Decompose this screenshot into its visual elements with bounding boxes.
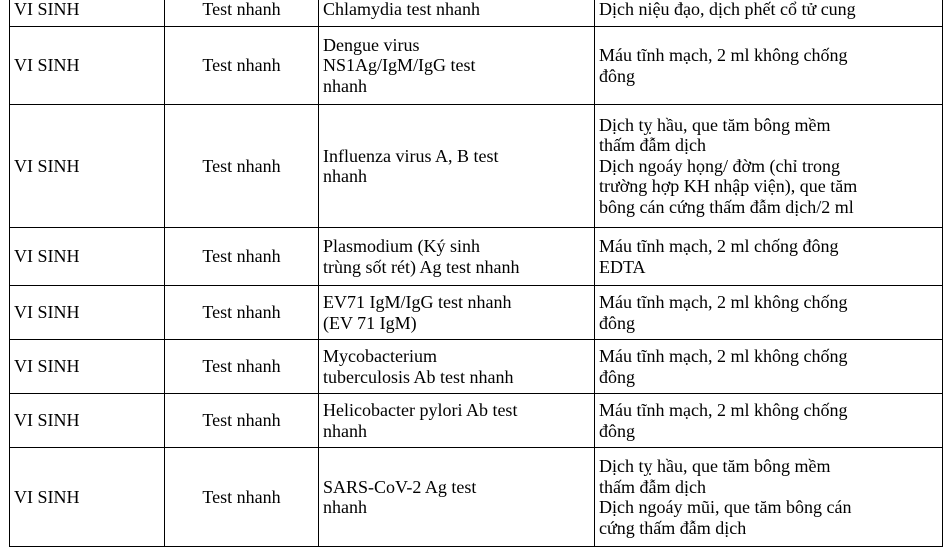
table-row	[10, 105, 943, 228]
test-name-cell: Plasmodium (Ký sinh trùng sốt rét) Ag test nhanh	[319, 228, 595, 286]
method-cell: Test nhanh	[165, 228, 319, 286]
sample-cell: Máu tĩnh mạch, 2 ml không chống đông	[595, 394, 943, 448]
sample-cell: Dịch tỵ hầu, que tăm bông mềm thấm đẫm dịch Dịch ngoáy họng/ đờm (chỉ trong trường hợp KH nhập viện), que tăm bông cán cứng thấm đẫm dịch/2 ml	[595, 105, 943, 228]
category-cell: VI SINH	[10, 27, 165, 105]
category-cell: VI SINH	[10, 105, 165, 228]
table-row	[10, 0, 943, 27]
method-cell: Test nhanh	[165, 27, 319, 105]
category-cell: VI SINH	[10, 286, 165, 340]
sample-cell: Dịch niệu đạo, dịch phết cổ tử cung	[595, 0, 943, 27]
table-row	[10, 27, 943, 105]
test-name-cell: Chlamydia test nhanh	[319, 0, 595, 27]
sample-cell: Máu tĩnh mạch, 2 ml không chống đông	[595, 27, 943, 105]
method-cell: Test nhanh	[165, 448, 319, 547]
method-cell: Test nhanh	[165, 286, 319, 340]
method-cell: Test nhanh	[165, 394, 319, 448]
category-cell: VI SINH	[10, 228, 165, 286]
table-row	[10, 448, 943, 547]
test-name-cell: Helicobacter pylori Ab test nhanh	[319, 394, 595, 448]
test-table	[9, 0, 943, 547]
table-row	[10, 228, 943, 286]
method-cell: Test nhanh	[165, 0, 319, 27]
category-cell: VI SINH	[10, 0, 165, 27]
sample-cell: Máu tĩnh mạch, 2 ml chống đông EDTA	[595, 228, 943, 286]
method-cell: Test nhanh	[165, 340, 319, 394]
sample-cell: Máu tĩnh mạch, 2 ml không chống đông	[595, 286, 943, 340]
sample-cell: Dịch tỵ hầu, que tăm bông mềm thấm đẫm dịch Dịch ngoáy mũi, que tăm bông cán cứng thấm đẫm dịch	[595, 448, 943, 547]
table-row	[10, 340, 943, 394]
test-name-cell: EV71 IgM/IgG test nhanh (EV 71 IgM)	[319, 286, 595, 340]
table-row	[10, 286, 943, 340]
test-name-cell: Influenza virus A, B test nhanh	[319, 105, 595, 228]
test-name-cell: SARS-CoV-2 Ag test nhanh	[319, 448, 595, 547]
category-cell: VI SINH	[10, 448, 165, 547]
table-row	[10, 394, 943, 448]
test-name-cell: Mycobacterium tuberculosis Ab test nhanh	[319, 340, 595, 394]
category-cell: VI SINH	[10, 340, 165, 394]
sample-cell: Máu tĩnh mạch, 2 ml không chống đông	[595, 340, 943, 394]
category-cell: VI SINH	[10, 394, 165, 448]
test-name-cell: Dengue virus NS1Ag/IgM/IgG test nhanh	[319, 27, 595, 105]
method-cell: Test nhanh	[165, 105, 319, 228]
